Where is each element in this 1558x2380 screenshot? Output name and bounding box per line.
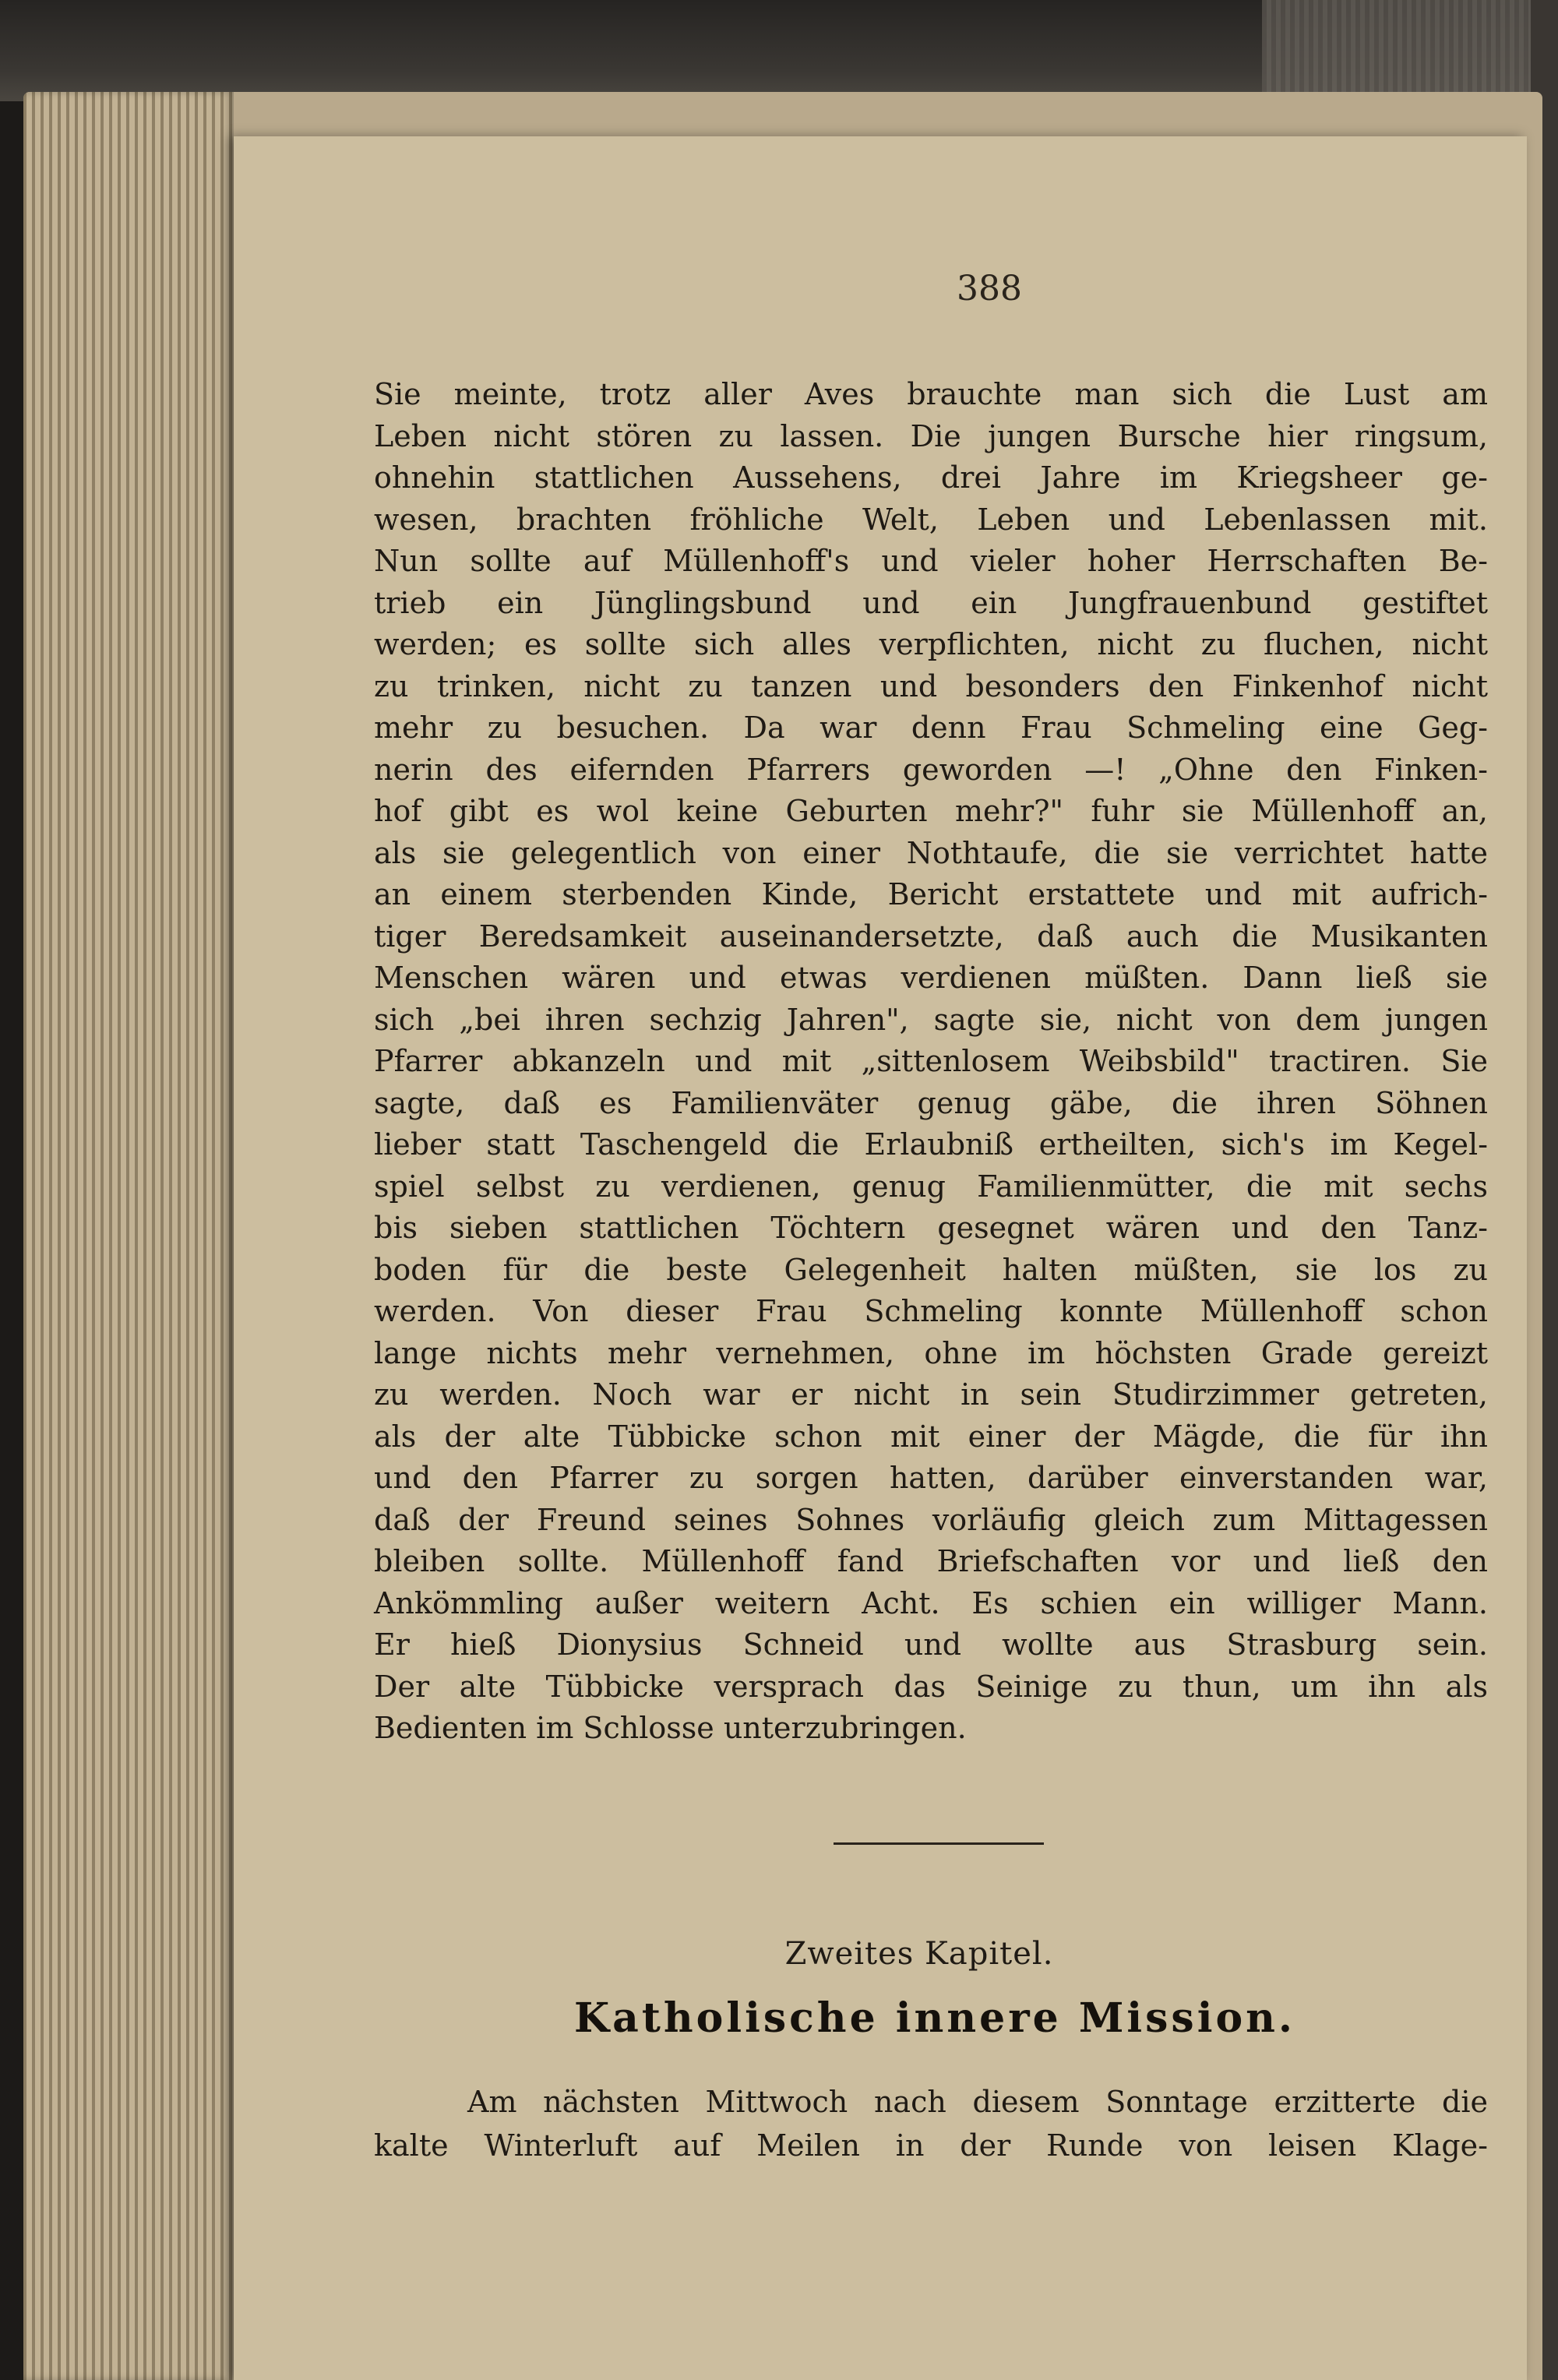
text-line: bleiben sollte. Müllenhoff fand Briefschaften vor und ließ den (374, 1544, 1488, 1578)
chapter-title: Katholische innere Mission. (573, 1994, 1296, 2042)
text-line: mehr zu besuchen. Da war denn Frau Schmeling eine Geg- (374, 710, 1488, 745)
text-line: sagte, daß es Familienväter genug gäbe, die ihren Söhnen (374, 1085, 1488, 1120)
text-line: ohnehin stattlichen Aussehens, drei Jahre im Kriegsheer ge- (374, 460, 1488, 495)
chapter-label: Zweites Kapitel. (784, 1936, 1054, 1972)
text-line: Menschen wären und etwas verdienen müßten. Dann ließ sie (374, 961, 1488, 995)
text-line: Der alte Tübbicke versprach das Seinige zu thun, um ihn als (374, 1669, 1488, 1704)
text-line: zu trinken, nicht zu tanzen und besonders den Finkenhof nicht (374, 668, 1488, 703)
text-line: trieb ein Jünglingsbund und ein Jungfrauenbund gestiftet (374, 585, 1488, 620)
text-line: lange nichts mehr vernehmen, ohne im höchsten Grade gereizt (374, 1335, 1488, 1370)
text-line: hof gibt es wol keine Geburten mehr?" fuhr sie Müllenhoff an, (374, 794, 1488, 828)
text-line: nerin des eifernden Pfarrers geworden —! „Ohne den Finken- (374, 752, 1488, 787)
page-number: 388 (957, 269, 1022, 309)
text-line: kalte Winterluft auf Meilen in der Runde von leisen Klage- (374, 2128, 1488, 2163)
text-line: zu werden. Noch war er nicht in sein Studirzimmer getreten, (374, 1377, 1488, 1412)
text-line: Leben nicht stören zu lassen. Die jungen Bursche hier ringsum, (374, 418, 1488, 453)
text-line: lieber statt Taschengeld die Erlaubniß ertheilten, sich's im Kegel- (374, 1127, 1488, 1162)
text-line: als sie gelegentlich von einer Nothtaufe, die sie verrichtet hatte (374, 835, 1488, 870)
text-line: daß der Freund seines Sohnes vorläufig gleich zum Mittagessen (374, 1502, 1488, 1537)
text-line: Am nächsten Mittwoch nach diesem Sonntage erzitterte die (467, 2085, 1488, 2119)
page-edges-stack (23, 92, 234, 2380)
text-line: als der alte Tübbicke schon mit einer der Mägde, die für ihn (374, 1419, 1488, 1454)
text-line: boden für die beste Gelegenheit halten müßten, sie los zu (374, 1252, 1488, 1287)
section-divider (834, 1842, 1044, 1845)
text-line: an einem sterbenden Kinde, Bericht erstattete und mit aufrich- (374, 877, 1488, 911)
text-line: und den Pfarrer zu sorgen hatten, darüber einverstanden war, (374, 1461, 1488, 1495)
text-line: Er hieß Dionysius Schneid und wollte aus Strasburg sein. (374, 1627, 1488, 1662)
text-line: sich „bei ihren sechzig Jahren", sagte sie, nicht von dem jungen (374, 1002, 1488, 1037)
text-line: Sie meinte, trotz aller Aves brauchte man sich die Lust am (374, 377, 1488, 411)
text-line: wesen, brachten fröhliche Welt, Leben und Lebenlassen mit. (374, 502, 1488, 537)
text-line: werden; es sollte sich alles verpflichten, nicht zu fluchen, nicht (374, 627, 1488, 661)
text-line: werden. Von dieser Frau Schmeling konnte Müllenhoff schon (374, 1294, 1488, 1328)
body-paragraph (374, 374, 1488, 1750)
text-line: Bedienten im Schlosse unterzubringen. (374, 1711, 967, 1745)
text-line: Ankömmling außer weitern Acht. Es schien ein williger Mann. (374, 1585, 1488, 1620)
text-line: Nun sollte auf Müllenhoff's und vieler hoher Herrschaften Be- (374, 544, 1488, 578)
text-line: Pfarrer abkanzeln und mit „sittenlosem Weibsbild" tractiren. Sie (374, 1044, 1488, 1078)
text-line: bis sieben stattlichen Töchtern gesegnet wären und den Tanz- (374, 1211, 1488, 1245)
chapter-opening-paragraph (374, 2080, 1488, 2167)
text-line: spiel selbst zu verdienen, genug Familienmütter, die mit sechs (374, 1169, 1488, 1204)
text-line: tiger Beredsamkeit auseinandersetzte, daß auch die Musikanten (374, 919, 1488, 954)
